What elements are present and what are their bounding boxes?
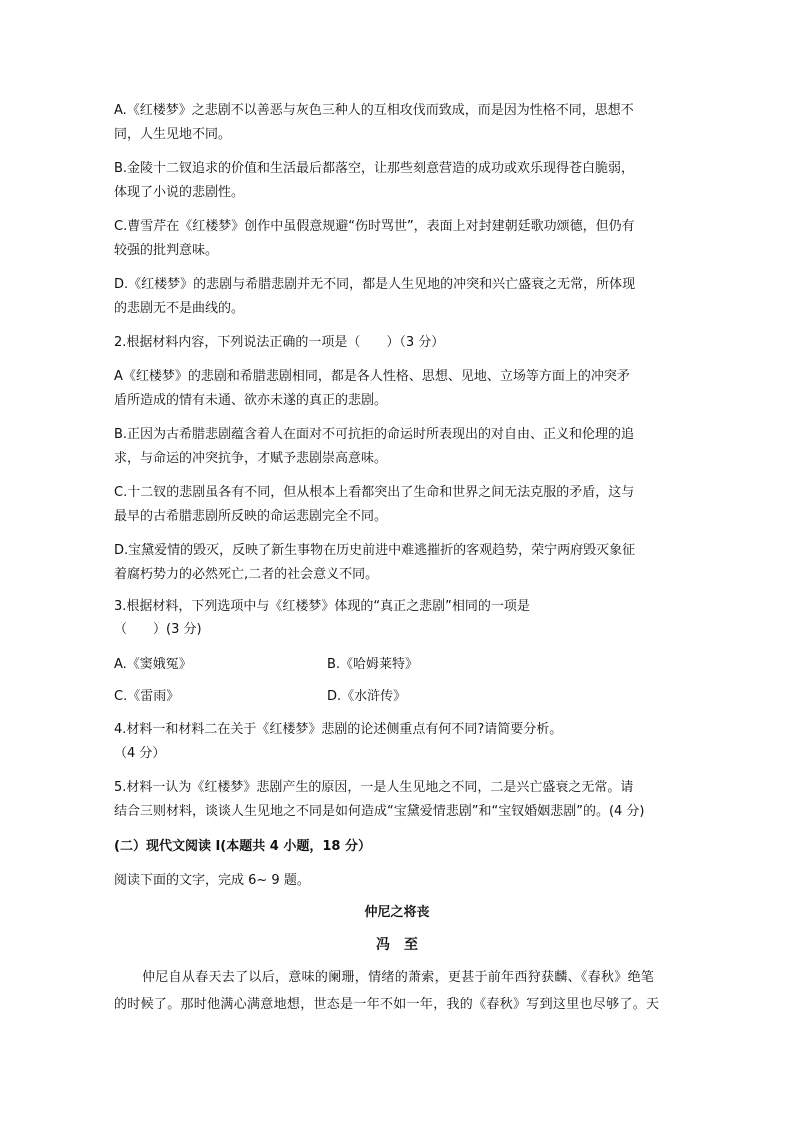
article-author: 冯 至 — [376, 937, 418, 953]
q3-option-b: B.《哈姆莱特》 — [327, 657, 419, 672]
q2-option-a-line1: A《红楼梦》的悲剧和希腊悲剧相同，都是各人性格、思想、见地、立场等方面上的冲突矛 — [114, 369, 630, 384]
q3-option-d: D.《水浒传》 — [327, 689, 407, 704]
q4-line2: （4 分） — [114, 746, 166, 761]
q1-option-b-line2: 体现了小说的悲剧性。 — [114, 185, 245, 200]
q2-option-b-line2: 求，与命运的冲突抗争，才赋予悲剧崇高意味。 — [114, 451, 388, 466]
q1-option-a-line2: 同，人生见地不同。 — [114, 127, 232, 142]
q2-option-c-line1: C.十二钗的悲剧虽各有不同，但从根本上看都突出了生命和世界之间无法克服的矛盾，这与 — [114, 485, 635, 500]
q4-line1: 4.材料一和材料二在关于《红楼梦》悲剧的论述侧重点有何不同?请简要分析。 — [114, 722, 563, 737]
section-heading: (二）现代文阅读 I(本题共 4 小题，18 分） — [114, 839, 371, 854]
q2-option-a-line2: 盾所造成的情有未通、欲亦未遂的真正的悲剧。 — [114, 393, 388, 408]
q1-option-a-line1: A.《红楼梦》之悲剧不以善恶与灰色三种人的互相攻伐而致成，而是因为性格不同，思想不 — [114, 103, 634, 118]
q2-option-c-line2: 最早的古希腊悲剧所反映的命运悲剧完全不同。 — [114, 509, 388, 524]
section-instruction: 阅读下面的文字，完成 6~ 9 题。 — [114, 873, 310, 888]
article-paragraph-line2: 的时候了。那时他满心满意地想，世态是一年不如一年，我的《春秋》写到这里也尽够了。天 — [114, 997, 660, 1012]
q1-option-c-line1: C.曹雪芹在《红楼梦》创作中虽假意规避“伤时骂世”，表面上对封建朝廷歌功颂德，但仍有 — [114, 219, 635, 234]
q2-stem: 2.根据材料内容，下列说法正确的一项是（ ）（3 分） — [114, 335, 445, 350]
q3-option-c: C.《雷雨》 — [114, 689, 180, 704]
q1-option-c-line2: 较强的批判意味。 — [114, 243, 219, 258]
q2-option-d-line1: D.宝黛爱情的毁灭，反映了新生事物在历史前进中难逃摧折的客观趋势，荣宁两府毁灭象征 — [114, 543, 636, 558]
q2-option-b-line1: B.正因为古希腊悲剧蕴含着人在面对不可抗拒的命运时所表现出的对自由、正义和伦理的追 — [114, 427, 635, 442]
article-title: 仲尼之将丧 — [364, 905, 430, 920]
q3-stem-line2: （ ）(3 分) — [114, 622, 202, 637]
q1-option-d-line2: 的悲剧无不是曲线的。 — [114, 301, 245, 316]
q3-option-a: A.《窦娥冤》 — [114, 657, 192, 672]
q1-option-d-line1: D.《红楼梦》的悲剧与希腊悲剧并无不同，都是人生见地的冲突和兴亡盛衰之无常，所体现 — [114, 277, 636, 292]
q5-line1: 5.材料一认为《红楼梦》悲剧产生的原因，一是人生见地之不同，二是兴亡盛衰之无常。请 — [114, 780, 634, 795]
q1-option-b-line1: B.金陵十二钗追求的价值和生活最后都落空，让那些刻意营造的成功或欢乐现得苍白脆弱， — [114, 161, 635, 176]
q5-line2: 结合三则材料，谈谈人生见地之不同是如何造成“宝黛爱情悲剧”和“宝钗婚姻悲剧”的。(4 分) — [114, 804, 645, 819]
article-paragraph-line1: 仲尼自从春天去了以后，意味的阑珊，情绪的萧索，更甚于前年西狩获麟、《春秋》绝笔 — [142, 970, 655, 985]
q3-stem-line1: 3.根据材料，下列选项中与《红楼梦》体现的“真正之悲剧”相同的一项是 — [114, 599, 530, 614]
q2-option-d-line2: 着腐朽势力的必然死亡,二者的社会意义不同。 — [114, 567, 379, 582]
